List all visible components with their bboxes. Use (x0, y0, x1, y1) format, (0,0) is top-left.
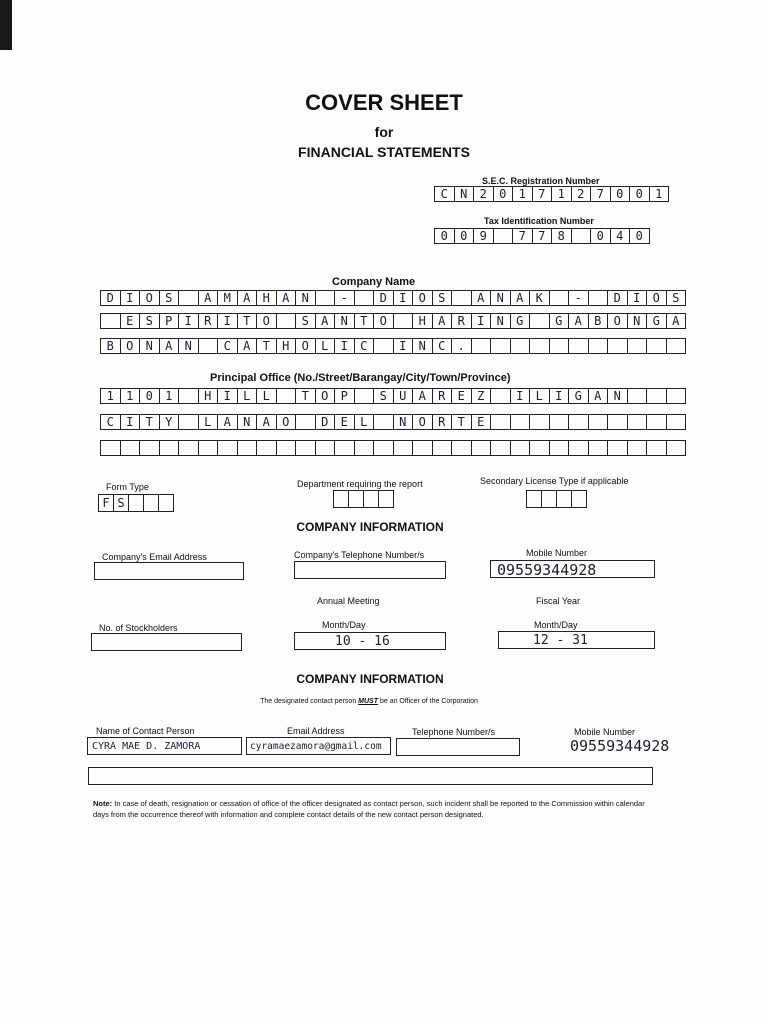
char-box[interactable]: N (491, 313, 511, 329)
char-box[interactable] (647, 414, 667, 430)
char-box[interactable] (530, 440, 550, 456)
company-telephone-field[interactable] (294, 561, 446, 579)
char-box[interactable] (647, 388, 667, 404)
char-box[interactable]: L (355, 414, 375, 430)
char-box[interactable] (667, 414, 687, 430)
char-box[interactable]: S (374, 388, 394, 404)
char-box[interactable] (199, 440, 219, 456)
annual-meeting-field[interactable]: 10 - 16 (294, 632, 446, 650)
char-box[interactable] (511, 338, 531, 354)
char-box[interactable] (452, 290, 472, 306)
company-mobile-field[interactable]: 09559344928 (490, 560, 655, 578)
char-box[interactable]: S (160, 290, 180, 306)
company-name-row-3[interactable] (100, 338, 686, 354)
char-box[interactable]: N (455, 186, 475, 202)
char-box[interactable] (316, 290, 336, 306)
char-box[interactable]: G (569, 388, 589, 404)
char-box[interactable]: D (374, 290, 394, 306)
char-box[interactable] (628, 440, 648, 456)
contact-email-label: Email Address (287, 726, 345, 736)
company-info-heading-1: COMPANY INFORMATION (296, 520, 444, 534)
char-box[interactable]: 1 (100, 388, 121, 404)
principal-office-row-3[interactable] (100, 440, 686, 456)
char-box[interactable]: O (374, 313, 394, 329)
char-box[interactable] (589, 290, 609, 306)
char-box[interactable] (349, 490, 364, 508)
form-type-label: Form Type (106, 482, 149, 492)
char-box[interactable]: E (121, 313, 141, 329)
char-box[interactable]: N (140, 338, 160, 354)
scan-corner-mark (0, 0, 12, 50)
char-box[interactable] (374, 338, 394, 354)
char-box[interactable]: F (98, 494, 114, 512)
char-box[interactable] (333, 490, 349, 508)
char-box[interactable] (472, 338, 492, 354)
char-box[interactable] (121, 440, 141, 456)
char-box[interactable]: S (433, 290, 453, 306)
char-box[interactable] (355, 290, 375, 306)
char-box[interactable]: I (550, 388, 570, 404)
char-box[interactable] (608, 338, 628, 354)
char-box[interactable]: N (413, 338, 433, 354)
stockholders-label: No. of Stockholders (99, 623, 178, 633)
char-box[interactable]: I (218, 313, 238, 329)
char-box[interactable]: G (511, 313, 531, 329)
char-box[interactable] (277, 313, 297, 329)
char-box[interactable]: A (277, 290, 297, 306)
char-box[interactable]: I (335, 338, 355, 354)
char-box[interactable]: A (589, 388, 609, 404)
char-box[interactable]: H (413, 313, 433, 329)
char-box[interactable] (277, 388, 297, 404)
char-box[interactable] (394, 313, 414, 329)
char-box[interactable]: S (114, 494, 129, 512)
contact-telephone-label: Telephone Number/s (412, 727, 496, 737)
char-box[interactable] (100, 313, 121, 329)
contact-address-field[interactable] (88, 767, 653, 785)
char-box[interactable]: N (608, 388, 628, 404)
char-box[interactable]: O (316, 388, 336, 404)
char-box[interactable] (511, 440, 531, 456)
char-box[interactable]: R (199, 313, 219, 329)
contact-email-field[interactable]: cyramaezamora@gmail.com (246, 737, 391, 755)
char-box[interactable] (667, 440, 687, 456)
char-box[interactable]: A (511, 290, 531, 306)
char-box[interactable] (491, 414, 511, 430)
char-box[interactable]: 2 (572, 186, 592, 202)
char-box[interactable]: L (199, 414, 219, 430)
char-box[interactable]: O (257, 313, 277, 329)
char-box[interactable] (589, 440, 609, 456)
char-box[interactable] (530, 414, 550, 430)
char-box[interactable]: I (121, 414, 141, 430)
annual-month-day-label: Month/Day (322, 620, 366, 630)
char-box[interactable] (472, 440, 492, 456)
char-box[interactable] (129, 494, 144, 512)
char-box[interactable]: 1 (552, 186, 572, 202)
char-box[interactable]: 0 (494, 186, 514, 202)
company-name-label: Company Name (332, 276, 416, 288)
department-label: Department requiring the report (297, 479, 423, 489)
char-box[interactable] (511, 414, 531, 430)
char-box[interactable]: T (140, 414, 160, 430)
char-box[interactable]: R (433, 388, 453, 404)
char-box[interactable]: R (433, 414, 453, 430)
char-box[interactable]: U (394, 388, 414, 404)
char-box[interactable] (144, 494, 159, 512)
char-box[interactable] (530, 338, 550, 354)
char-box[interactable] (491, 440, 511, 456)
char-box[interactable] (557, 490, 572, 508)
char-box[interactable]: 0 (140, 388, 160, 404)
char-box[interactable] (100, 440, 121, 456)
char-box[interactable]: 7 (533, 186, 553, 202)
char-box[interactable]: O (413, 290, 433, 306)
char-box[interactable] (296, 440, 316, 456)
company-mobile-label: Mobile Number (526, 548, 588, 558)
char-box[interactable]: I (179, 313, 199, 329)
page-title: COVER SHEET (305, 90, 463, 115)
char-box[interactable]: 0 (591, 228, 611, 244)
char-box[interactable] (179, 388, 199, 404)
char-box[interactable]: 4 (611, 228, 631, 244)
char-box[interactable]: S (296, 313, 316, 329)
fiscal-month-day-label: Month/Day (534, 620, 578, 630)
title-for: for (374, 124, 394, 140)
char-box[interactable]: 2 (474, 186, 494, 202)
char-box[interactable] (550, 414, 570, 430)
department-boxes[interactable] (333, 490, 394, 506)
sec-registration-label: S.E.C. Registration Number (482, 176, 600, 186)
char-box[interactable]: C (218, 338, 238, 354)
char-box[interactable] (159, 494, 174, 512)
char-box[interactable]: 1 (160, 388, 180, 404)
char-box[interactable] (569, 414, 589, 430)
char-box[interactable]: - (335, 290, 355, 306)
char-box[interactable]: G (647, 313, 667, 329)
char-box[interactable]: S (667, 290, 687, 306)
char-box[interactable]: 1 (513, 186, 533, 202)
annual-meeting-label: Annual Meeting (317, 596, 380, 606)
char-box[interactable]: T (452, 414, 472, 430)
char-box[interactable]: T (296, 388, 316, 404)
char-box[interactable] (257, 440, 277, 456)
char-box[interactable]: . (452, 338, 472, 354)
company-info-heading-2: COMPANY INFORMATION (296, 672, 444, 686)
contact-mobile-value[interactable]: 09559344928 (570, 737, 670, 755)
char-box[interactable]: O (608, 313, 628, 329)
char-box[interactable]: I (218, 388, 238, 404)
char-box[interactable] (608, 414, 628, 430)
char-box[interactable] (667, 388, 687, 404)
char-box[interactable]: P (160, 313, 180, 329)
char-box[interactable] (160, 440, 180, 456)
char-box[interactable] (550, 290, 570, 306)
char-box[interactable]: A (238, 290, 258, 306)
char-box[interactable] (628, 388, 648, 404)
char-box[interactable]: I (394, 290, 414, 306)
char-box[interactable]: N (179, 338, 199, 354)
contact-name-field[interactable]: CYRA MAE D. ZAMORA (87, 737, 242, 755)
char-box[interactable]: T (257, 338, 277, 354)
char-box[interactable]: A (316, 313, 336, 329)
fiscal-year-field[interactable]: 12 - 31 (498, 631, 655, 649)
char-box[interactable]: C (355, 338, 375, 354)
char-box[interactable] (589, 414, 609, 430)
char-box[interactable]: A (413, 388, 433, 404)
char-box[interactable]: 0 (455, 228, 475, 244)
char-box[interactable] (628, 414, 648, 430)
char-box[interactable] (179, 440, 199, 456)
secondary-license-label: Secondary License Type if applicable (480, 476, 629, 486)
form-type-boxes[interactable] (98, 494, 174, 510)
char-box[interactable]: S (140, 313, 160, 329)
char-box[interactable]: 7 (533, 228, 553, 244)
char-box[interactable]: D (608, 290, 628, 306)
char-box[interactable]: L (316, 338, 336, 354)
char-box[interactable]: 1 (650, 186, 670, 202)
principal-office-row-1[interactable] (100, 388, 686, 404)
company-telephone-label: Company's Telephone Number/s (294, 550, 425, 560)
char-box[interactable]: O (647, 290, 667, 306)
char-box[interactable]: N (238, 414, 258, 430)
char-box[interactable]: H (257, 290, 277, 306)
char-box[interactable]: 7 (591, 186, 611, 202)
char-box[interactable]: A (160, 338, 180, 354)
char-box[interactable] (572, 490, 587, 508)
char-box[interactable]: 9 (474, 228, 494, 244)
char-box[interactable] (494, 228, 514, 244)
char-box[interactable]: R (452, 313, 472, 329)
char-box[interactable] (433, 440, 453, 456)
char-box[interactable]: 0 (630, 186, 650, 202)
contact-mobile-label: Mobile Number (574, 727, 636, 737)
char-box[interactable]: T (238, 313, 258, 329)
char-box[interactable] (199, 338, 219, 354)
sec-registration-boxes[interactable] (434, 186, 669, 202)
contact-telephone-field[interactable] (396, 738, 520, 756)
char-box[interactable]: D (316, 414, 336, 430)
char-box[interactable]: A (218, 414, 238, 430)
char-box[interactable] (628, 338, 648, 354)
char-box[interactable] (179, 290, 199, 306)
char-box[interactable]: L (530, 388, 550, 404)
char-box[interactable] (355, 440, 375, 456)
footnote: Note: In case of death, resignation or cessation of office of the officer designated as contact person, such incident shall be reported to the Commission within calendar days from the occurrence thereof with information and complete contact details of the new contact person designated. (93, 799, 645, 819)
char-box[interactable]: N (628, 313, 648, 329)
char-box[interactable] (526, 490, 542, 508)
char-box[interactable] (140, 440, 160, 456)
char-box[interactable]: 0 (611, 186, 631, 202)
char-box[interactable]: B (589, 313, 609, 329)
char-box[interactable]: E (472, 414, 492, 430)
principal-office-row-2[interactable] (100, 414, 686, 430)
char-box[interactable] (608, 440, 628, 456)
char-box[interactable] (413, 440, 433, 456)
char-box[interactable] (238, 440, 258, 456)
char-box[interactable]: G (550, 313, 570, 329)
char-box[interactable]: I (628, 290, 648, 306)
char-box[interactable]: M (218, 290, 238, 306)
char-box[interactable] (491, 388, 511, 404)
company-email-field[interactable] (94, 562, 244, 580)
char-box[interactable]: B (100, 338, 121, 354)
char-box[interactable]: N (296, 290, 316, 306)
char-box[interactable]: N (491, 290, 511, 306)
char-box[interactable]: A (472, 290, 492, 306)
char-box[interactable]: O (413, 414, 433, 430)
char-box[interactable]: T (355, 313, 375, 329)
company-name-row-1[interactable] (100, 290, 686, 306)
char-box[interactable]: A (238, 338, 258, 354)
char-box[interactable]: E (335, 414, 355, 430)
char-box[interactable]: Z (472, 388, 492, 404)
char-box[interactable] (542, 490, 557, 508)
principal-office-label: Principal Office (No./Street/Barangay/City/Town/Province) (210, 372, 511, 384)
char-box[interactable] (379, 490, 394, 508)
char-box[interactable] (491, 338, 511, 354)
char-box[interactable]: O (140, 290, 160, 306)
char-box[interactable] (569, 440, 589, 456)
char-box[interactable]: - (569, 290, 589, 306)
char-box[interactable] (589, 338, 609, 354)
secondary-license-boxes[interactable] (526, 490, 587, 506)
char-box[interactable] (667, 338, 687, 354)
char-box[interactable]: N (394, 414, 414, 430)
page-subtitle: FINANCIAL STATEMENTS (298, 144, 470, 160)
char-box[interactable] (296, 414, 316, 430)
tax-id-boxes[interactable] (434, 228, 650, 244)
char-box[interactable]: C (433, 338, 453, 354)
char-box[interactable]: O (277, 414, 297, 430)
char-box[interactable] (218, 440, 238, 456)
char-box[interactable]: I (394, 338, 414, 354)
char-box[interactable]: C (434, 186, 455, 202)
char-box[interactable] (647, 440, 667, 456)
char-box[interactable]: A (433, 313, 453, 329)
char-box[interactable]: I (472, 313, 492, 329)
char-box[interactable] (179, 414, 199, 430)
char-box[interactable]: N (335, 313, 355, 329)
char-box[interactable] (530, 313, 550, 329)
char-box[interactable]: L (257, 388, 277, 404)
char-box[interactable]: H (277, 338, 297, 354)
char-box[interactable] (316, 440, 336, 456)
char-box[interactable]: P (335, 388, 355, 404)
char-box[interactable] (550, 338, 570, 354)
char-box[interactable] (572, 228, 592, 244)
char-box[interactable] (550, 440, 570, 456)
char-box[interactable]: A (257, 414, 277, 430)
char-box[interactable] (569, 338, 589, 354)
char-box[interactable]: A (667, 313, 687, 329)
char-box[interactable]: O (296, 338, 316, 354)
designated-contact-note: The designated contact person MUST be an Officer of the Corporation (260, 698, 478, 705)
company-email-label: Company's Email Address (102, 552, 207, 562)
char-box[interactable]: I (511, 388, 531, 404)
contact-name-label: Name of Contact Person (96, 726, 195, 736)
char-box[interactable]: I (121, 290, 141, 306)
char-box[interactable]: 8 (552, 228, 572, 244)
tax-id-label: Tax Identification Number (484, 216, 594, 226)
char-box[interactable] (355, 388, 375, 404)
char-box[interactable]: A (199, 290, 219, 306)
char-box[interactable]: H (199, 388, 219, 404)
stockholders-field[interactable] (91, 633, 242, 651)
char-box[interactable]: A (569, 313, 589, 329)
char-box[interactable] (374, 440, 394, 456)
char-box[interactable]: K (530, 290, 550, 306)
char-box[interactable]: L (238, 388, 258, 404)
char-box[interactable] (394, 440, 414, 456)
char-box[interactable]: E (452, 388, 472, 404)
char-box[interactable] (277, 440, 297, 456)
char-box[interactable]: C (100, 414, 121, 430)
char-box[interactable] (647, 338, 667, 354)
char-box[interactable]: 1 (121, 388, 141, 404)
char-box[interactable] (374, 414, 394, 430)
char-box[interactable]: 0 (434, 228, 455, 244)
char-box[interactable]: D (100, 290, 121, 306)
char-box[interactable] (452, 440, 472, 456)
company-name-row-2[interactable] (100, 313, 686, 329)
char-box[interactable]: 0 (630, 228, 650, 244)
char-box[interactable]: O (121, 338, 141, 354)
char-box[interactable] (335, 440, 355, 456)
char-box[interactable]: Y (160, 414, 180, 430)
fiscal-year-label: Fiscal Year (536, 596, 581, 606)
char-box[interactable]: 7 (513, 228, 533, 244)
char-box[interactable] (364, 490, 379, 508)
